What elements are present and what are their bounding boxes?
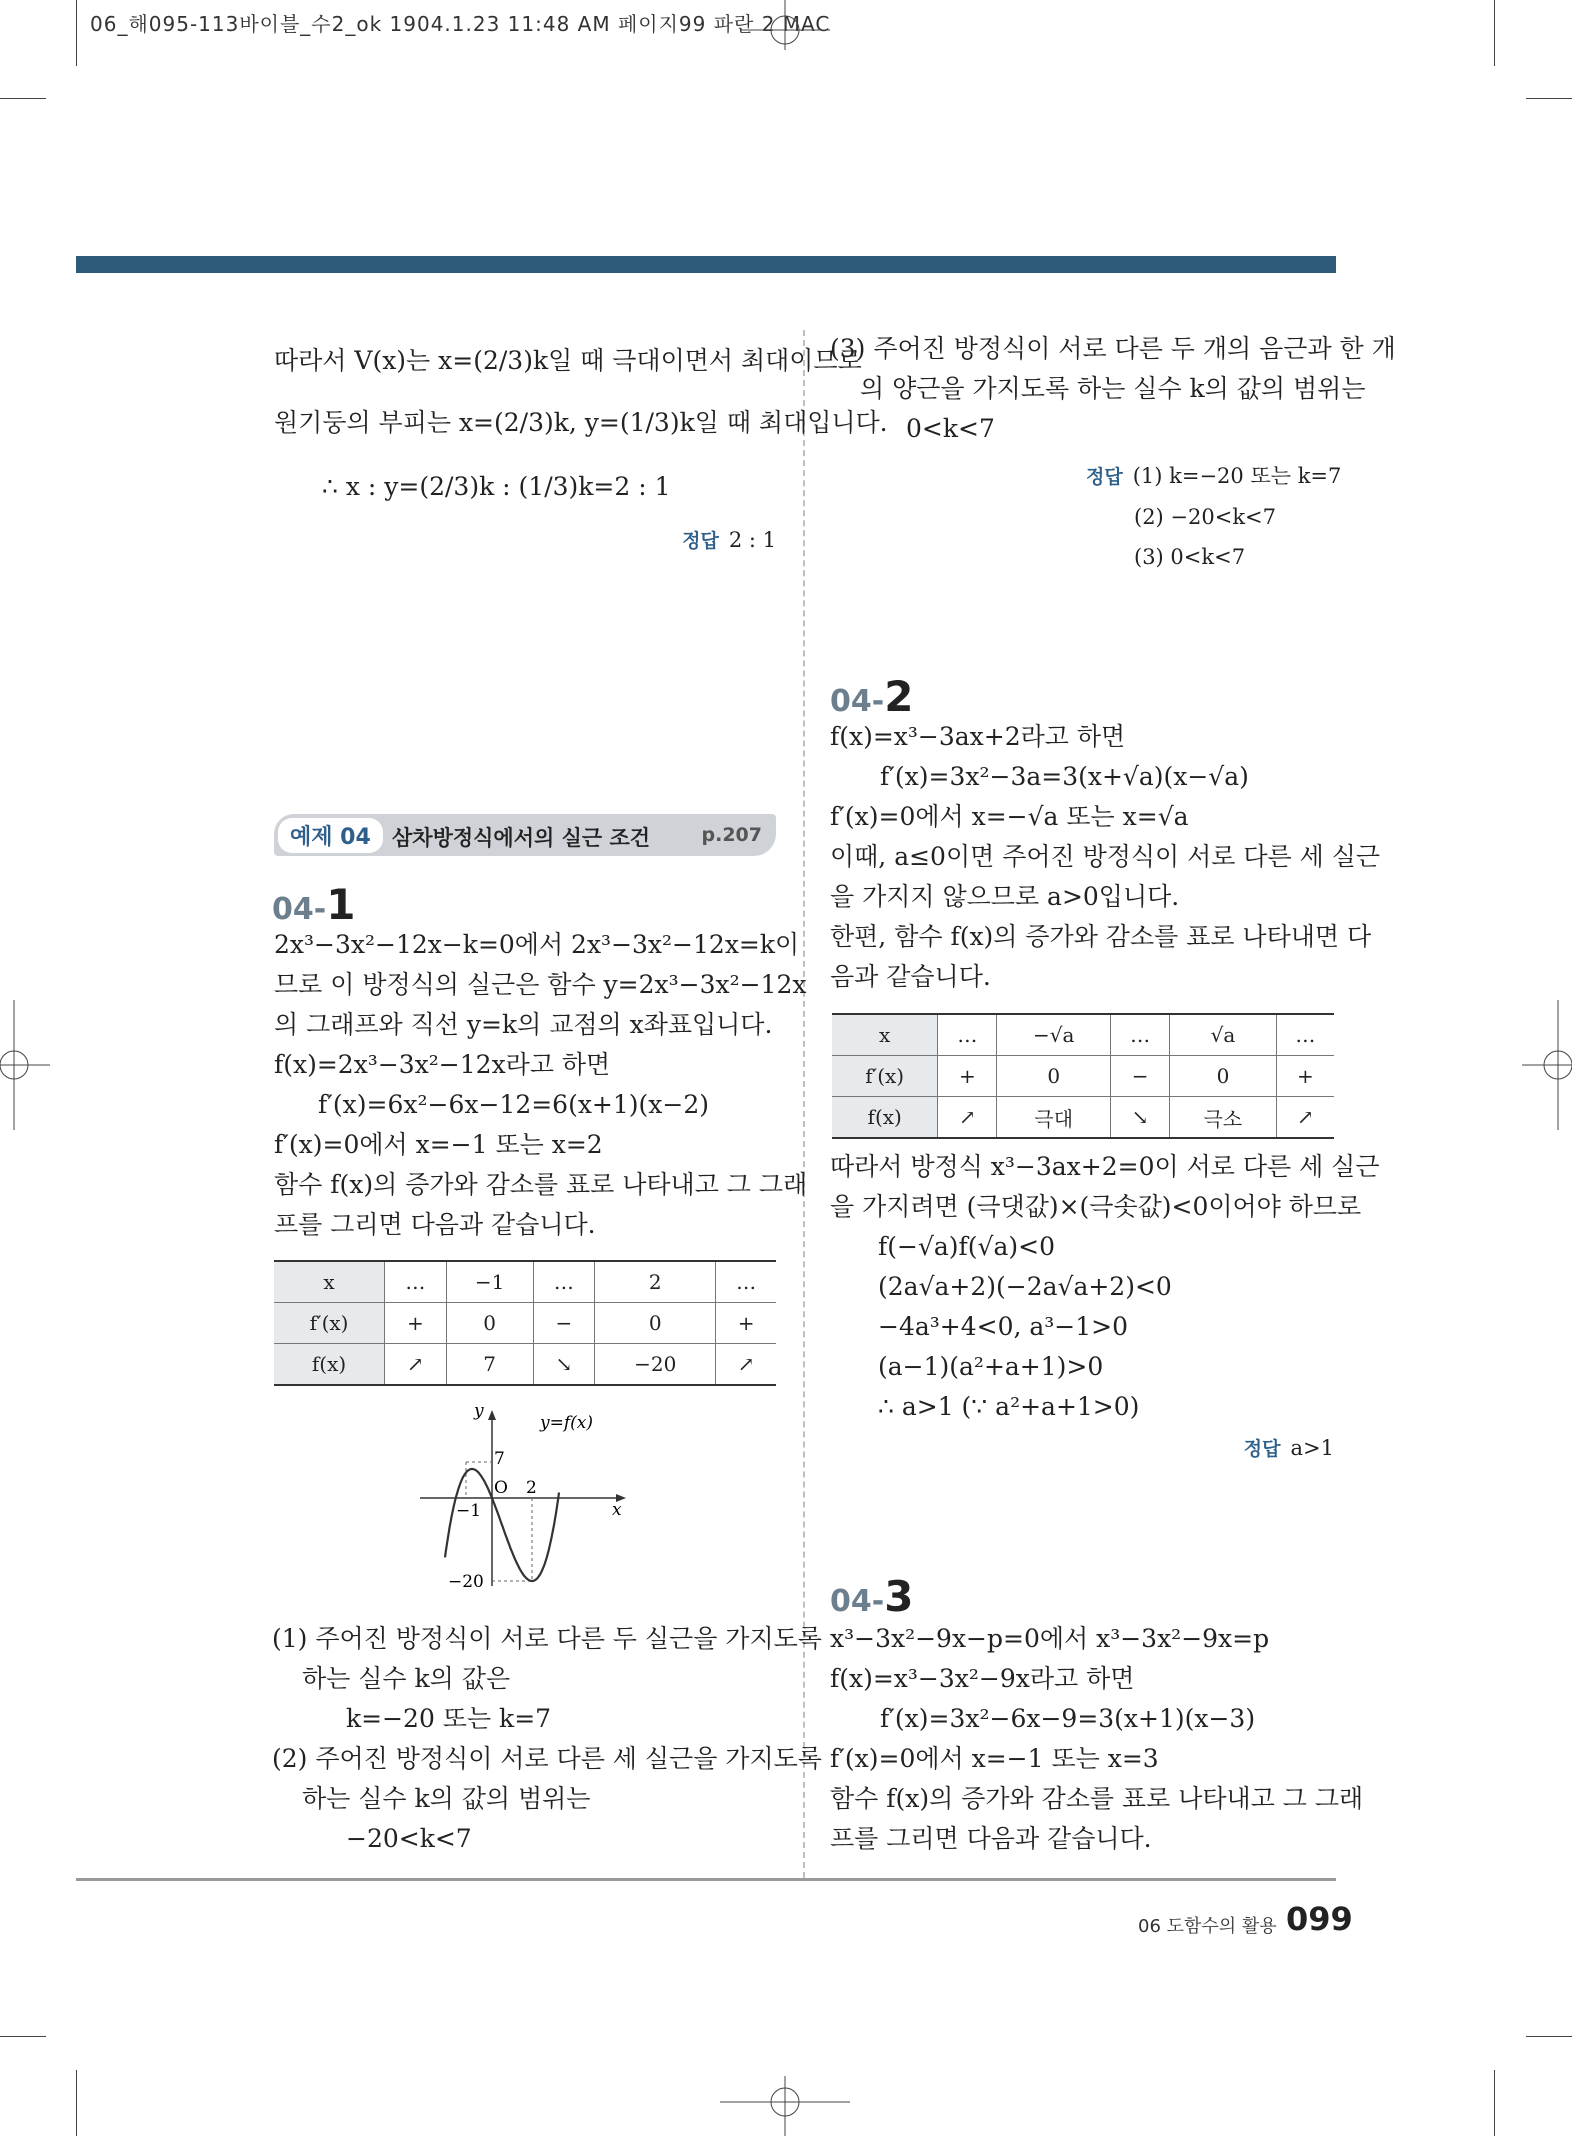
- origin-label: O: [494, 1478, 508, 1498]
- table-cell: +: [1276, 1056, 1334, 1097]
- table-row: [274, 1303, 776, 1344]
- crop-mark: [76, 2070, 77, 2136]
- right-answers: [1086, 456, 1341, 577]
- text-line: 0<k<7: [906, 414, 995, 443]
- text-line: (2) 주어진 방정식이 서로 다른 세 실근을 가지도록: [272, 1744, 822, 1773]
- registration-mark-right: [1522, 1000, 1572, 1130]
- answer-value: a>1: [1290, 1436, 1334, 1460]
- table-cell: …: [1276, 1014, 1334, 1056]
- footer-rule: [76, 1878, 1336, 1881]
- sign-table-1: [274, 1260, 776, 1386]
- table-cell: ↗: [938, 1097, 997, 1139]
- text-line: 을 가지려면 (극댓값)×(극솟값)<0이어야 하므로: [830, 1192, 1362, 1221]
- section-prefix: 04-: [830, 1584, 885, 1619]
- answer-tag: 정답: [1243, 1438, 1281, 1460]
- table-row: [832, 1014, 1334, 1056]
- table-cell: −: [533, 1303, 595, 1344]
- table-cell: −: [1111, 1056, 1170, 1097]
- left-p2: 원기둥의 부피는 x=(2/3)k, y=(1/3)k일 때 최대입니다.: [274, 408, 888, 437]
- registration-mark-bottom: [720, 2076, 850, 2136]
- y-axis-label: y: [474, 1401, 484, 1421]
- text-line: 함수 f(x)의 증가와 감소를 표로 나타내고 그 그래: [830, 1784, 1364, 1813]
- crop-mark: [76, 0, 77, 66]
- table-cell: +: [938, 1056, 997, 1097]
- crop-mark: [1526, 98, 1572, 99]
- left-answer: [682, 526, 776, 553]
- table-row: [832, 1056, 1334, 1097]
- section-heading-04-2: [830, 672, 913, 721]
- tick-label-2: 2: [526, 1478, 537, 1498]
- example-banner: [274, 814, 776, 856]
- table-cell: …: [938, 1014, 997, 1056]
- solution-04-2: [830, 720, 1380, 1000]
- text-line: f′(x)=0에서 x=−1 또는 x=2: [274, 1130, 603, 1159]
- table-row: [274, 1344, 776, 1386]
- text-line: ∴ a>1 (∵ a²+a+1>0): [878, 1392, 1140, 1421]
- answers-04-1: [272, 1622, 822, 1862]
- solution-04-1: [274, 928, 807, 1248]
- table-cell: …: [716, 1261, 776, 1303]
- table-cell: ↘: [533, 1344, 595, 1386]
- section-number: 2: [884, 672, 914, 721]
- text-line: 하는 실수 k의 값의 범위는: [302, 1784, 591, 1813]
- text-line: 음과 같습니다.: [830, 962, 991, 991]
- text-line: 따라서 방정식 x³−3ax+2=0이 서로 다른 세 실근: [830, 1152, 1380, 1181]
- header-bar: [76, 256, 1336, 273]
- table-cell: …: [533, 1261, 595, 1303]
- registration-mark-top: [740, 0, 830, 50]
- text-line: f′(x)=0에서 x=−1 또는 x=3: [830, 1744, 1159, 1773]
- tick-label-7: 7: [494, 1449, 505, 1469]
- left-p3: ∴ x : y=(2/3)k : (1/3)k=2 : 1: [322, 472, 671, 501]
- table-row: [274, 1261, 776, 1303]
- text-line: f′(x)=6x²−6x−12=6(x+1)(x−2): [318, 1090, 709, 1119]
- table-cell: 0: [1170, 1056, 1277, 1097]
- text-line: 의 그래프와 직선 y=k의 교점의 x좌표입니다.: [274, 1010, 773, 1039]
- text-line: (2a√a+2)(−2a√a+2)<0: [878, 1272, 1172, 1301]
- text-line: x³−3x²−9x−p=0에서 x³−3x²−9x=p: [830, 1624, 1270, 1653]
- section-heading-04-1: [272, 880, 355, 929]
- text-line: 2x³−3x²−12x−k=0에서 2x³−3x²−12x=k이: [274, 930, 800, 959]
- crop-mark: [0, 2036, 46, 2037]
- table-cell: 2: [595, 1261, 716, 1303]
- solution-04-3: [830, 1622, 1363, 1862]
- table-cell: 7: [446, 1344, 533, 1386]
- table-cell: 0: [446, 1303, 533, 1344]
- example-title: 삼차방정식에서의 실근 조건: [392, 826, 651, 850]
- table-cell: f(x): [274, 1344, 385, 1386]
- question-3: [830, 332, 1396, 452]
- text-line: f′(x)=0에서 x=−√a 또는 x=√a: [830, 802, 1189, 831]
- section-number: 1: [326, 880, 356, 929]
- table-cell: x: [274, 1261, 385, 1303]
- table-cell: ↗: [716, 1344, 776, 1386]
- example-tag: 예제 04: [278, 818, 383, 853]
- text-line: f(−√a)f(√a)<0: [878, 1232, 1055, 1261]
- x-axis-label: x: [612, 1500, 622, 1520]
- left-p1: 따라서 V(x)는 x=(2/3)k일 때 극대이면서 최대이므로: [274, 346, 862, 375]
- text-line: f′(x)=3x²−3a=3(x+√a)(x−√a): [880, 762, 1249, 791]
- text-line: 의 양근을 가지도록 하는 실수 k의 값의 범위는: [860, 374, 1366, 403]
- text-line: f(x)=x³−3ax+2라고 하면: [830, 722, 1126, 751]
- table-cell: +: [385, 1303, 447, 1344]
- section-prefix: 04-: [830, 684, 885, 719]
- example-page-ref: p.207: [701, 824, 762, 846]
- y-axis-arrow: [488, 1410, 496, 1420]
- table-cell: f(x): [832, 1097, 938, 1139]
- answer-item: (2) −20<k<7: [1134, 505, 1277, 529]
- right-answer-2: [1244, 1434, 1334, 1461]
- sign-table-2: [832, 1013, 1334, 1139]
- cubic-graph: [420, 1400, 640, 1610]
- table-cell: +: [716, 1303, 776, 1344]
- print-slug: 06_해095-113바이블_수2_ok 1904.1.23 11:48 AM 페이지99 파란 2 MAC: [90, 12, 831, 36]
- table-cell: f′(x): [274, 1303, 385, 1344]
- text-line: −4a³+4<0, a³−1>0: [878, 1312, 1129, 1341]
- text-line: 므로 이 방정식의 실근은 함수 y=2x³−3x²−12x: [274, 970, 807, 999]
- text-line: (1) 주어진 방정식이 서로 다른 두 실근을 가지도록: [272, 1624, 822, 1653]
- table-cell: …: [1111, 1014, 1170, 1056]
- text-line: f(x)=2x³−3x²−12x라고 하면: [274, 1050, 611, 1079]
- table-cell: 극소: [1170, 1097, 1277, 1139]
- section-heading-04-3: [830, 1572, 913, 1621]
- text-line: f′(x)=3x²−6x−9=3(x+1)(x−3): [880, 1704, 1256, 1733]
- table-cell: 극대: [997, 1097, 1111, 1139]
- crop-mark: [1494, 0, 1495, 66]
- table-cell: ↗: [1276, 1097, 1334, 1139]
- answer-value: 2 : 1: [728, 528, 776, 552]
- text-line: 프를 그리면 다음과 같습니다.: [830, 1824, 1152, 1853]
- text-line: 함수 f(x)의 증가와 감소를 표로 나타내고 그 그래: [274, 1170, 808, 1199]
- text-line: k=−20 또는 k=7: [346, 1704, 552, 1733]
- text-line: 프를 그리면 다음과 같습니다.: [274, 1210, 596, 1239]
- table-cell: …: [385, 1261, 447, 1303]
- page-number: 099: [1286, 1900, 1353, 1938]
- curve-label: y=f(x): [540, 1413, 593, 1433]
- crop-mark: [1526, 2036, 1572, 2037]
- text-line: 하는 실수 k의 값은: [302, 1664, 511, 1693]
- table-cell: f′(x): [832, 1056, 938, 1097]
- section-number: 3: [884, 1572, 914, 1621]
- answer-tag: 정답: [682, 530, 719, 552]
- answer-item: (3) 0<k<7: [1134, 545, 1246, 569]
- table-cell: ↗: [385, 1344, 447, 1386]
- text-line: 한편, 함수 f(x)의 증가와 감소를 표로 나타내면 다: [830, 922, 1372, 951]
- text-line: 을 가지지 않으므로 a>0입니다.: [830, 882, 1180, 911]
- table-cell: x: [832, 1014, 938, 1056]
- text-line: (3) 주어진 방정식이 서로 다른 두 개의 음근과 한 개: [830, 334, 1396, 363]
- text-line: f(x)=x³−3x²−9x라고 하면: [830, 1664, 1135, 1693]
- text-line: (a−1)(a²+a+1)>0: [878, 1352, 1104, 1381]
- table-cell: −√a: [997, 1014, 1111, 1056]
- solution-04-2-cont: [830, 1150, 1379, 1430]
- table-cell: −1: [446, 1261, 533, 1303]
- footer-chapter: 06 도함수의 활용: [1138, 1916, 1277, 1937]
- registration-mark-left: [0, 1000, 50, 1130]
- tick-label-neg1: −1: [456, 1501, 482, 1521]
- text-line: −20<k<7: [346, 1824, 472, 1853]
- table-cell: 0: [997, 1056, 1111, 1097]
- crop-mark: [0, 98, 46, 99]
- table-cell: ↘: [1111, 1097, 1170, 1139]
- text-line: 이때, a≤0이면 주어진 방정식이 서로 다른 세 실근: [830, 842, 1381, 871]
- table-cell: −20: [595, 1344, 716, 1386]
- tick-label-neg20: −20: [448, 1572, 484, 1592]
- section-prefix: 04-: [272, 892, 327, 927]
- answer-tag: 정답: [1086, 466, 1123, 488]
- table-cell: 0: [595, 1303, 716, 1344]
- answer-item: (1) k=−20 또는 k=7: [1132, 464, 1342, 488]
- table-row: [832, 1097, 1334, 1139]
- crop-mark: [1494, 2070, 1495, 2136]
- table-cell: √a: [1170, 1014, 1277, 1056]
